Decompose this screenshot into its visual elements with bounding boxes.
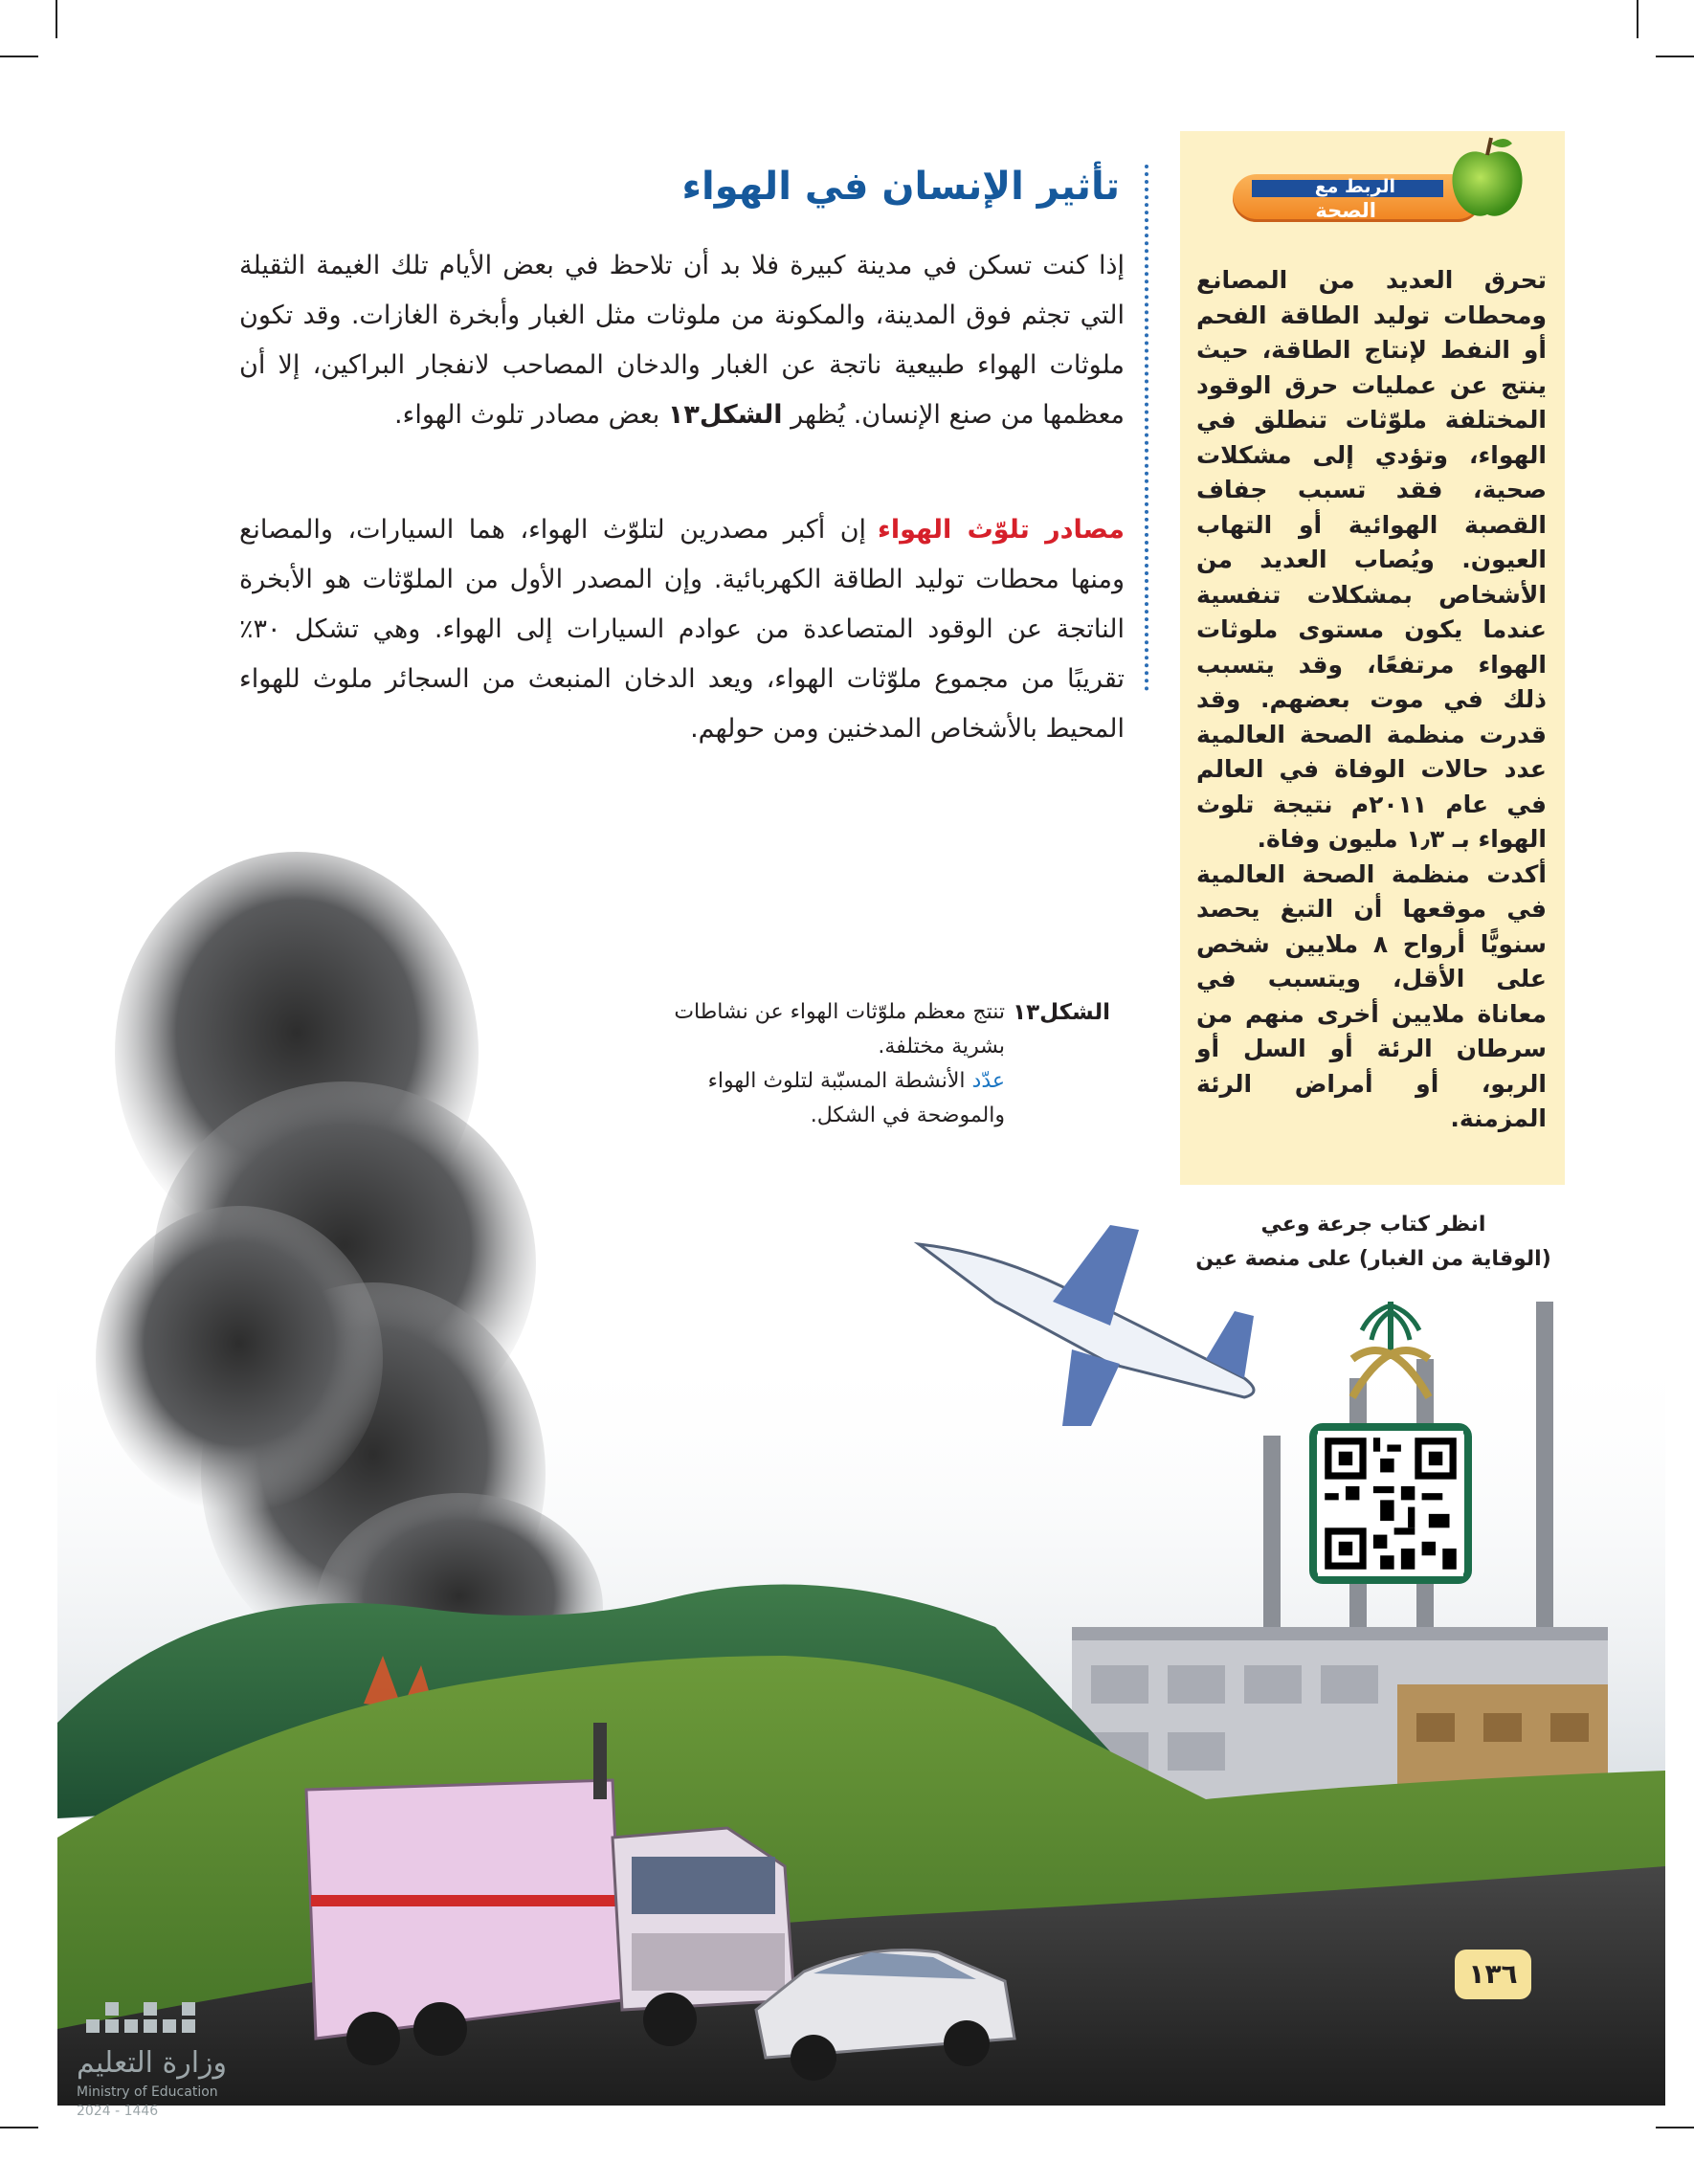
ministry-year: 2024 - 1446 <box>77 2104 159 2119</box>
sidebar-paragraph-1: تحرق العديد من المصانع ومحطات توليد الطاقة الفحم أو النفط لإنتاج الطاقة، حيث ينتج عن عمليات حرق الوقود المختلفة ملوّثات تنطلق في الهواء، وتؤدي إلى مشكلات صحية، فقد تسبب جفاف القصبة الهوائية أو التهاب العيون. ويُصاب العديد من الأشخاص بمشكلات تنفسية عندما يكون مستوى ملوثات الهواء مرتفعًا، وقد يتسبب ذلك في موت بعضهم. وقد قدرت منظمة الصحة العالمية عدد حالات الوفاة في العالم في عام ٢٠١١م نتيجة تلوث الهواء بـ ١٫٣ مليون وفاة. <box>1196 266 1547 853</box>
ministry-logo-icon <box>77 1991 268 2044</box>
section-title: تأثير الإنسان في الهواء <box>681 165 1120 209</box>
figure-reference[interactable]: الشكل١٣ <box>667 400 783 430</box>
badge-subject: الصحة <box>1315 199 1376 222</box>
figure-label: الشكل١٣ <box>1013 1000 1110 1025</box>
intro-paragraph <box>239 241 1125 440</box>
crop-mark <box>1656 2127 1694 2128</box>
qr-code-icon <box>1317 1431 1464 1576</box>
ministry-logo <box>77 1991 268 2125</box>
sources-keyword: مصادر تلوّث الهواء <box>878 515 1125 545</box>
resource-line-1: انظر كتاب جرعة وعي <box>1260 1213 1486 1237</box>
sources-text: إن أكبر مصدرين لتلوّث الهواء، هما السيارات، والمصانع ومنها محطات توليد الطاقة الكهربائية. وإن المصدر الأول من الملوّثات هو الأبخرة الناتجة عن الوقود المتصاعدة من عوادم السيارات إلى الهواء. وهي تشكل ٣٠٪ تقريبًا من مجموع ملوّثات الهواء، ويعد الدخان المنبعث من السجائر ملوث للهواء المحيط بالأشخاص المدخنين ومن حولهم. <box>239 515 1125 744</box>
column-divider <box>1145 165 1148 691</box>
crop-mark <box>0 56 38 57</box>
health-link-badge <box>1204 153 1482 232</box>
crop-mark <box>1656 56 1694 57</box>
sidebar-paragraph-2: أكدت منظمة الصحة العالمية في موقعها أن التبغ يحصد سنويًّا أرواح ٨ ملايين شخص على الأقل، ويتسبب في معاناة ملايين أخرى منهم من سرطان الرئة أو السل أو الربو، أو أمراض الرئة المزمنة. <box>1196 859 1548 1132</box>
intro-text-end: بعض مصادر تلوث الهواء. <box>394 400 660 430</box>
ministry-name-arabic: وزارة التعليم <box>77 2046 228 2080</box>
qr-code[interactable] <box>1309 1423 1472 1584</box>
figure-caption-line: تنتج معظم ملوّثات الهواء عن نشاطات بشرية مختلفة. <box>674 1000 1005 1059</box>
crop-mark <box>56 0 57 38</box>
crop-mark <box>0 2127 38 2128</box>
figure-task <box>670 1064 1005 1133</box>
saudi-emblem-icon <box>1333 1292 1448 1407</box>
page-number: ١٣٦ <box>1455 1950 1531 1999</box>
intro-text: إذا كنت تسكن في مدينة كبيرة فلا بد أن تلاحظ في بعض الأيام تلك الغيمة الثقيلة التي تجثم فوق المدينة، والمكونة من ملوثات مثل الغبار وأبخرة الغازات. وقد تكون ملوثات الهواء طبيعية ناتجة عن الغبار والدخان المصاحب لانفجار البراكين، إلا أن معظمها من صنع الإنسان. يُظهر <box>239 251 1125 430</box>
sidebar-text <box>1196 263 1547 1137</box>
badge-title: الربط مع <box>1314 176 1395 197</box>
figure-task-text: الأنشطة المسبّبة لتلوث الهواء والموضحة في الشكل. <box>707 1069 1005 1127</box>
figure-caption-text <box>670 995 1005 1133</box>
resource-line-2: (الوقاية من الغبار) على منصة عين <box>1195 1247 1551 1271</box>
resource-note <box>1187 1208 1560 1277</box>
ministry-name-english: Ministry of Education <box>77 2084 218 2100</box>
apple-icon <box>1447 134 1527 220</box>
crop-mark <box>1637 0 1638 38</box>
sources-paragraph <box>239 505 1125 754</box>
figure-task-word: عدّد <box>971 1069 1005 1093</box>
